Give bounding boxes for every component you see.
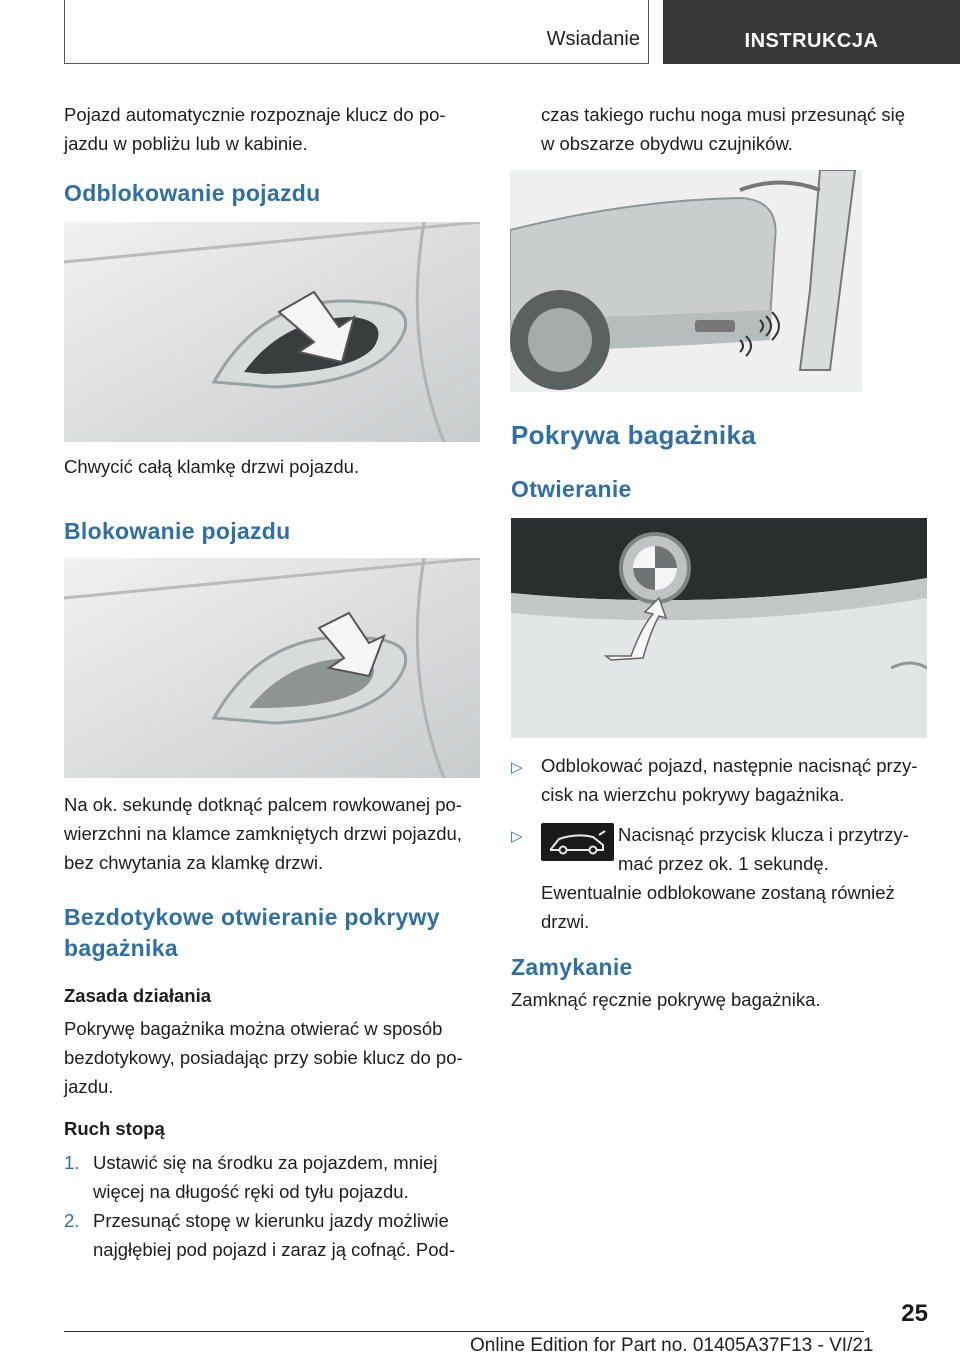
header-rule-bottom — [64, 63, 649, 64]
contactless-heading: Bezdotykowe otwieranie pokrywy bagażnika — [64, 904, 440, 961]
foot-motion-heading: Ruch stopą — [64, 1118, 165, 1139]
header-rule-left — [64, 0, 65, 64]
opening-heading: Otwieranie — [511, 476, 632, 502]
lock-heading: Blokowanie pojazdu — [64, 518, 291, 544]
bullet-2-note: Ewentualnie odblokowane zostaną również drzwi. — [541, 882, 895, 932]
step-number: 2. — [64, 1210, 80, 1231]
closing-heading: Zamykanie — [511, 954, 633, 980]
lock-paragraph: Na ok. sekundę dotknąć palcem rowkowanej po- wierzchni na klamce zamkniętych drzwi pojazdu, bez chwytania za klamkę drzwi. — [64, 794, 462, 873]
step-2: 2. Przesunąć stopę w kierunku jazdy możliwie najgłębiej pod pojazd i zaraz ją cofnąć. Pod- — [64, 1206, 484, 1264]
principle-paragraph: Pokrywę bagażnika można otwierać w sposób bezdotykowy, posiadając przy sobie klucz do po- jazdu. — [64, 1018, 463, 1097]
trunk-button-image — [511, 518, 927, 738]
page-number: 25 — [901, 1300, 928, 1327]
footer-rule — [64, 1331, 864, 1332]
header-rule-middle — [648, 0, 649, 64]
chapter-tab[interactable]: INSTRUKCJA — [663, 0, 960, 64]
bullet-triangle-icon: ▷ — [511, 759, 523, 776]
bullet-item-1: ▷ Odblokować pojazd, następnie nacisnąć przy- cisk na wierzchu pokrywy bagażnika. — [511, 755, 918, 805]
bullet-triangle-icon: ▷ — [511, 828, 523, 845]
step-number: 1. — [64, 1152, 80, 1173]
car-key-trunk-button-icon — [541, 823, 614, 861]
closing-paragraph: Zamknąć ręcznie pokrywę bagażnika. — [511, 989, 821, 1010]
step-1: 1. Ustawić się na środku za pojazdem, mniej więcej na długość ręki od tyłu pojazdu. — [64, 1148, 484, 1206]
unlock-heading: Odblokowanie pojazdu — [64, 180, 321, 206]
trunk-lid-heading: Pokrywa bagażnika — [511, 420, 756, 450]
section-title: Wsiadanie — [546, 28, 640, 50]
unlock-caption: Chwycić całą klamkę drzwi pojazdu. — [64, 456, 360, 477]
principle-heading: Zasada działania — [64, 985, 212, 1006]
intro-paragraph: Pojazd automatycznie rozpoznaje klucz do po- jazdu w pobliżu lub w kabinie. — [64, 104, 446, 154]
car-rear-foot-sensor-image — [510, 170, 862, 392]
door-handle-lock-image — [64, 558, 480, 778]
bullet-item-2: ▷ Nacisnąć przycisk klucza i przytrzy- mać przez ok. 1 sekundę. — [511, 824, 909, 874]
continued-paragraph: czas takiego ruchu noga musi przesunąć się w obszarze obydwu czujników. — [541, 104, 906, 154]
door-handle-unlock-image — [64, 222, 480, 442]
edition-note: Online Edition for Part no. 01405A37F13 - VI/21 — [470, 1335, 874, 1356]
